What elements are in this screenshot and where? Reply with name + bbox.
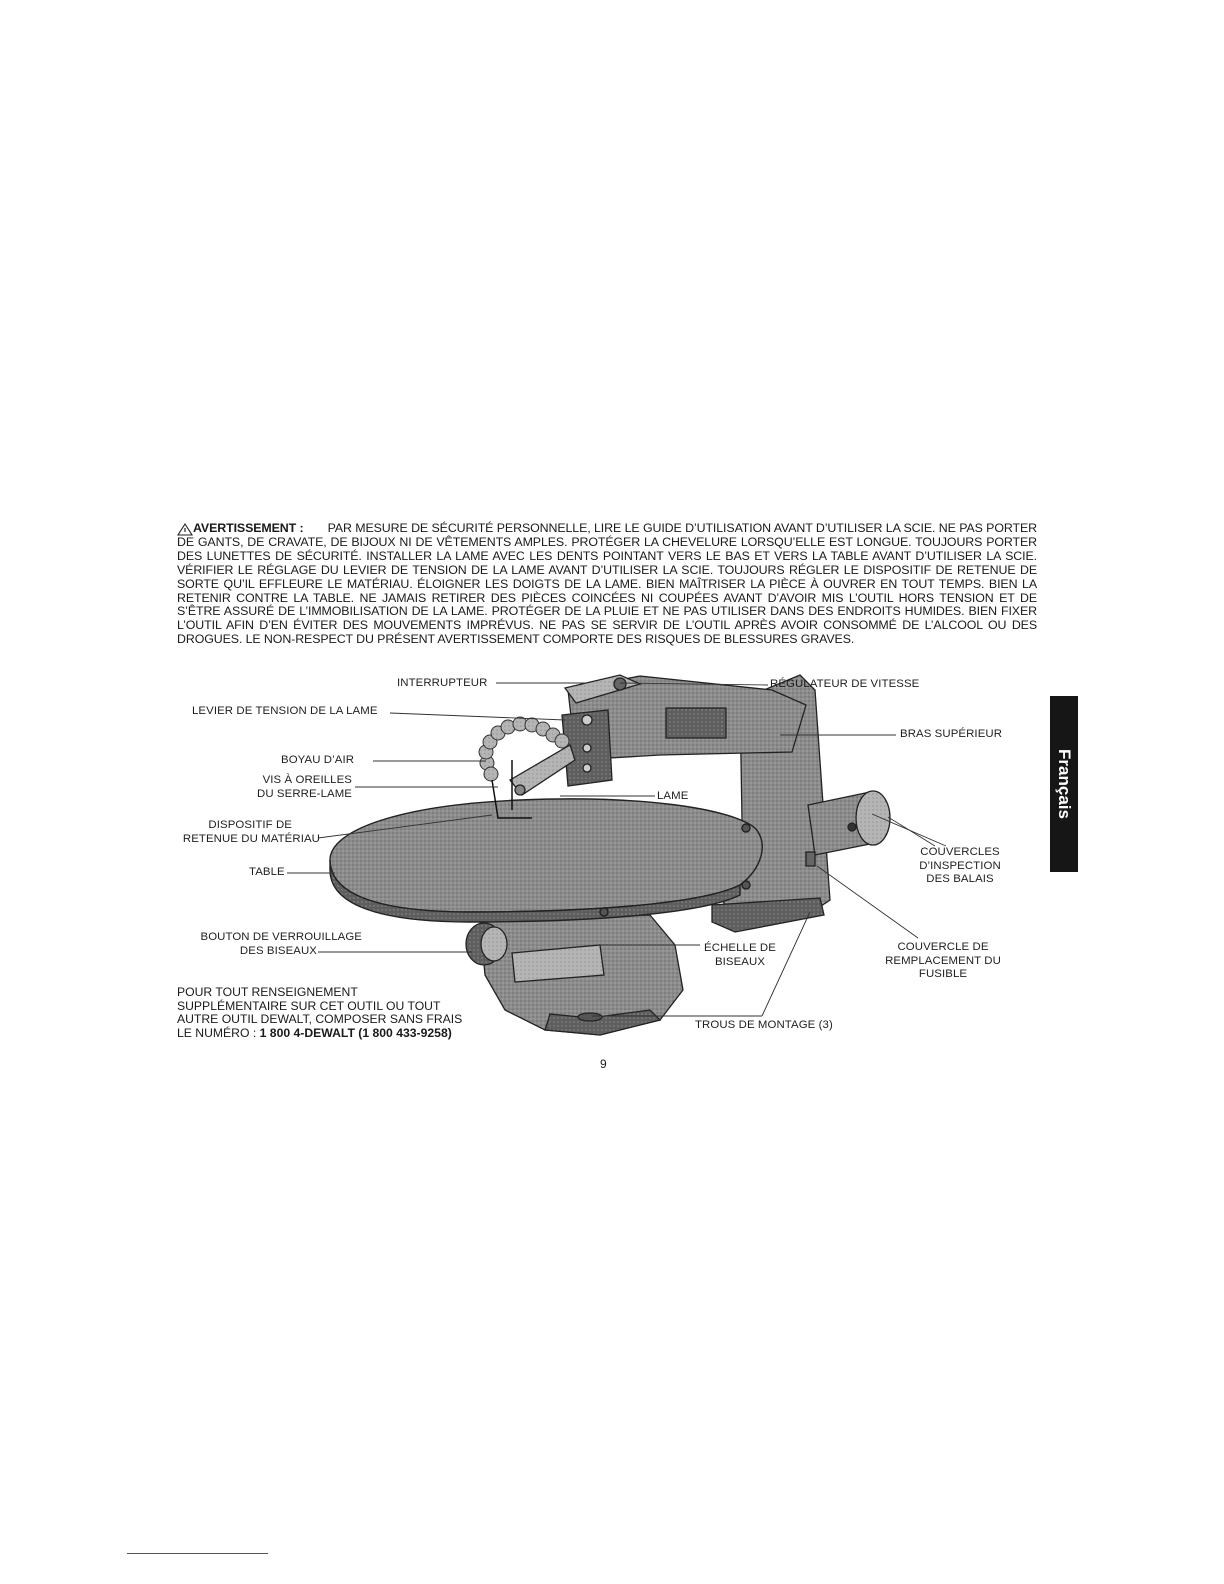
label-trous-montage: TROUS DE MONTAGE (3)	[695, 1019, 833, 1031]
label-couvercle-fusible: COUVERCLE DE REMPLACEMENT DU FUSIBLE	[885, 941, 1001, 981]
label-lame: LAME	[657, 790, 689, 802]
footer-rule	[127, 1553, 268, 1554]
label-interrupteur: INTERRUPTEUR	[397, 677, 488, 689]
label-table: TABLE	[249, 866, 285, 878]
label-levier-tension: LEVIER DE TENSION DE LA LAME	[192, 705, 378, 717]
label-bras-superieur: BRAS SUPÉRIEUR	[900, 728, 1003, 740]
label-boyau-air: BOYAU D’AIR	[281, 754, 355, 766]
label-echelle-biseaux: ÉCHELLE DE BISEAUX	[704, 942, 776, 968]
label-couvercles-inspection: COUVERCLES D’INSPECTION DES BALAIS	[919, 846, 1001, 886]
phone-number: 1 800 4-DEWALT (1 800 433-9258)	[259, 1025, 452, 1040]
warning-paragraph	[177, 521, 1037, 647]
page-number: 9	[600, 1057, 607, 1071]
contact-info: POUR TOUT RENSEIGNEMENT SUPPLÉMENTAIRE SUR CET OUTIL OU TOUT AUTRE OUTIL DEWALT, COMPOSER SANS FRAIS LE NUMÉRO : 1 800 4-DEWALT (1 800 433-9258)	[177, 985, 463, 1040]
label-vis-oreilles: VIS À OREILLES DU SERRE-LAME	[257, 774, 352, 800]
language-tab: Français	[1050, 696, 1078, 872]
saw-base	[466, 915, 683, 1035]
label-bouton-verrouillage: BOUTON DE VERROUILLAGE DES BISEAUX	[200, 931, 362, 957]
warning-heading: AVERTISSEMENT :	[193, 521, 304, 535]
label-dispositif-retenue: DISPOSITIF DE RETENUE DU MATÉRIAU	[182, 819, 320, 845]
label-regulateur-vitesse: RÉGULATEUR DE VITESSE	[770, 678, 920, 690]
saw-table	[330, 760, 762, 922]
warning-body: PAR MESURE DE SÉCURITÉ PERSONNELLE, LIRE LE GUIDE D’UTILISATION AVANT D’UTILISER LA SCIE. NE PAS PORTER DE GANTS, DE CRAVATE, DE BIJOUX NI DE VÊTEMENTS AMPLES. PROTÉGER LA CHEVELURE LORSQU’ELLE EST LONGUE. TOUJOURS PORTER DES LUNETTES DE SÉCURITÉ. INSTALLER LA LAME AVEC LES DENTS POINTANT VERS LE BAS ET VERS LA TABLE AVANT D’UTILISER LA SCIE. VÉRIFIER LE RÉGLAGE DU LEVIER DE TENSION DE LA LAME AVANT D’UTILISER LA SCIE. TOUJOURS RÉGLER LE DISPOSITIF DE RETENUE DE SORTE QU’IL EFFLEURE LE MATÉRIAU. ÉLOIGNER LES DOIGTS DE LA LAME. BIEN MAÎTRISER LA PIÈCE À OUVRER EN TOUT TEMPS. BIEN LA RETENIR CONTRE LA TABLE. NE JAMAIS RETIRER DES PIÈCES COINCÉES NI COUPÉES AVANT D’AVOIR MIS L’OUTIL HORS TENSION ET DE S’ÊTRE ASSURÉ DE L’IMMOBILISATION DE LA LAME. PROTÉGER DE LA PLUIE ET NE PAS UTILISER DANS DES ENDROITS HUMIDES. BIEN FIXER L’OUTIL AFIN D’EN ÉVITER DES MOUVEMENTS IMPRÉVUS. NE PAS SE SERVIR DE L’OUTIL APRÈS AVOIR CONSOMMÉ DE L’ALCOOL OU DES DROGUES. LE NON-RESPECT DU PRÉSENT AVERTISSEMENT COMPORTE DES RISQUES DE BLESSURES GRAVES.	[177, 521, 1037, 647]
